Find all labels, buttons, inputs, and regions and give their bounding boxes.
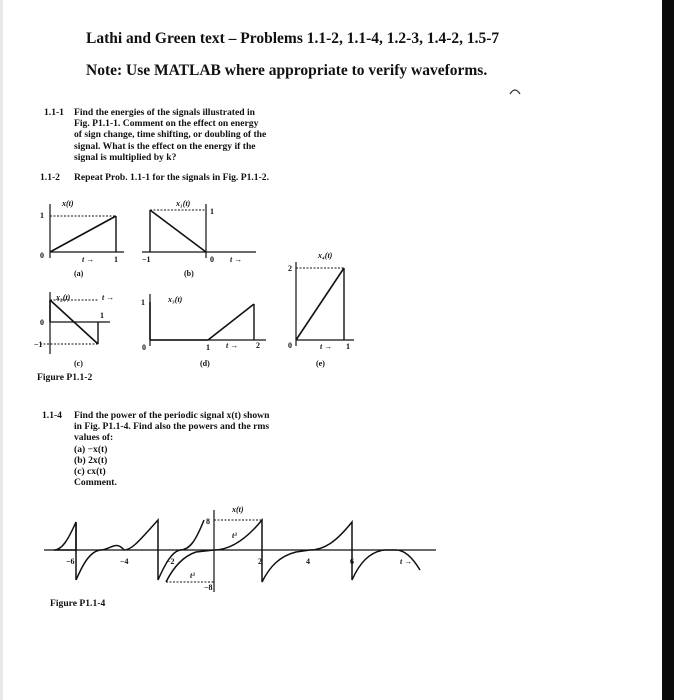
panel-d-tick: 0 — [142, 343, 146, 352]
problem-line: Find the power of the periodic signal x(t) shown — [74, 410, 270, 421]
panel-b-plot — [136, 198, 266, 278]
figure-p1-1-4-y-tick: −8 — [204, 583, 213, 592]
panel-e-tick: 0 — [288, 341, 292, 350]
panel-a-tick: 1 — [114, 255, 118, 264]
panel-d-plot — [138, 290, 278, 370]
problem-1-1-2-text: Repeat Prob. 1.1-1 for the signals in Fig. P1.1-2. — [74, 172, 269, 183]
problem-line: (b) 2x(t) — [74, 454, 108, 466]
panel-a-plot — [36, 198, 126, 278]
figure-p1-1-4-x-tick: −2 — [166, 557, 175, 566]
problem-1-1-4-text — [74, 410, 269, 488]
problem-number: 1.1-4 — [42, 410, 62, 421]
panel-a-signal: x(t) — [62, 199, 74, 208]
problem-number: 1.1-2 — [40, 172, 60, 183]
panel-d-tick: 2 — [256, 341, 260, 350]
figure-p1-1-4-x-tick: −4 — [120, 557, 129, 566]
panel-c-label: (c) — [74, 359, 83, 368]
figure-p1-1-4-annotation: t³ — [190, 571, 195, 580]
panel-d-tick: 1 — [141, 298, 145, 307]
problem-line: signal. What is the effect on the energy if the — [74, 140, 256, 152]
page-title: Lathi and Green text – Problems 1.1-2, 1.1-4, 1.2-3, 1.4-2, 1.5-7 — [86, 30, 500, 47]
figure-p1-1-4-y-tick: 8 — [206, 517, 210, 526]
panel-c-tick: −1 — [34, 340, 43, 349]
scroll-caret-icon[interactable] — [508, 86, 522, 96]
problem-line: signal is multiplied by k? — [74, 151, 177, 163]
figure-p1-1-4-caption: Figure P1.1-4 — [50, 598, 106, 609]
figure-p1-1-4-plot — [40, 500, 440, 600]
problem-line: Fig. P1.1-1. Comment on the effect on energy — [74, 118, 259, 130]
problem-line: Comment. — [74, 477, 117, 489]
panel-e-tick: 1 — [346, 342, 350, 351]
panel-b-label: (b) — [184, 269, 194, 278]
figure-p1-1-4-x-tick: 6 — [350, 557, 354, 566]
panel-a-label: (a) — [74, 269, 84, 278]
problem-line: (a) −x(t) — [74, 443, 108, 455]
figure-p1-1-2-caption: Figure P1.1-2 — [37, 372, 93, 383]
panel-e-tick: 2 — [288, 264, 292, 273]
figure-p1-1-4-x-tick: −6 — [66, 557, 75, 566]
problem-line: of sign change, time shifting, or doubling of the — [74, 129, 267, 141]
panel-c-t-arrow: t → — [102, 293, 115, 302]
panel-b-t-arrow: t → — [230, 255, 243, 264]
page-edge — [0, 0, 3, 700]
panel-e-signal: x₄(t) — [318, 251, 333, 260]
problem-1-1-1-text — [74, 107, 266, 163]
panel-b-tick: 1 — [210, 207, 214, 216]
problem-line: values of: — [74, 432, 114, 444]
panel-d-tick: 1 — [206, 343, 210, 352]
panel-e-t-arrow: t → — [320, 342, 333, 351]
page-note: Note: Use MATLAB where appropriate to verify waveforms. — [86, 62, 488, 79]
panel-c-signal: x₂(t) — [56, 293, 71, 302]
panel-a-tick: 0 — [40, 251, 44, 260]
panel-c-plot — [36, 290, 126, 370]
panel-a-tick: 1 — [40, 211, 44, 220]
panel-e-label: (e) — [316, 359, 325, 368]
problem-number: 1.1-1 — [44, 107, 64, 118]
problem-line: (c) cx(t) — [74, 466, 106, 478]
figure-p1-1-4-signal: x(t) — [232, 505, 244, 514]
viewer-side-bar — [662, 0, 674, 700]
panel-d-t-arrow: t → — [226, 341, 239, 350]
panel-d-label: (d) — [200, 359, 210, 368]
figure-p1-1-4-x-tick: 4 — [306, 557, 310, 566]
panel-b-tick: 0 — [210, 255, 214, 264]
panel-a-t-arrow: t → — [82, 255, 95, 264]
panel-d-signal: x₃(t) — [168, 295, 183, 304]
figure-p1-1-4-t-arrow: t → — [400, 557, 413, 566]
panel-c-tick: 0 — [40, 318, 44, 327]
problem-line: Find the energies of the signals illustrated in — [74, 107, 255, 118]
panel-b-tick: −1 — [142, 255, 151, 264]
figure-p1-1-4-x-tick: 2 — [258, 557, 262, 566]
panel-b-signal: x₁(t) — [176, 199, 191, 208]
problem-line: in Fig. P1.1-4. Find also the powers and the rms — [74, 421, 270, 433]
panel-e-plot — [282, 250, 362, 370]
figure-p1-1-4-annotation: t³ — [232, 531, 237, 540]
panel-c-tick: 1 — [100, 311, 104, 320]
